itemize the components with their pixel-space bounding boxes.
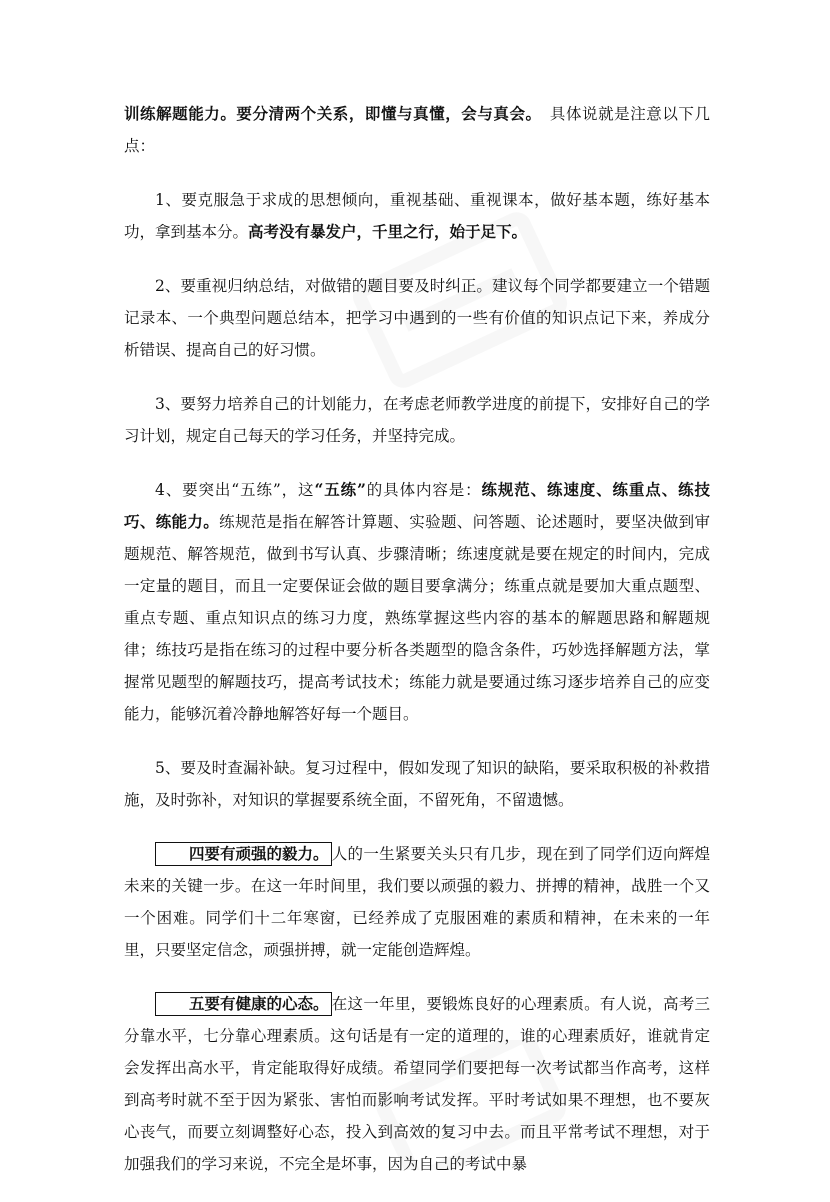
point-1: [124, 184, 710, 248]
point-3: [124, 388, 710, 452]
point-1-text: 要克服急于求成的思想倾向，重视基础、重视课本，做好基本题，练好基本功，拿到基本分。: [124, 191, 710, 241]
point-2: [124, 270, 710, 366]
document-body: [124, 98, 710, 1202]
point-2-num: 2、: [155, 277, 181, 295]
point-1-bold: 高考没有暴发户，千里之行，始于足下。: [248, 222, 528, 241]
section-4-heading: 四要有顽强的毅力。: [155, 842, 332, 866]
point-4-text-b: 的具体内容是：: [365, 481, 482, 499]
intro-paragraph: [124, 98, 710, 162]
point-3-num: 3、: [155, 395, 181, 413]
intro-bold: 训练解题能力。要分清两个关系，即懂与真懂，会与真会。: [124, 104, 534, 123]
section-5-text: 在这一年里，要锻炼良好的心理素质。有人说，高考三分靠水平，七分靠心理素质。这句话是有一定的道理的，谁的心理素质好，谁就肯定会发挥出高水平，肯定能取得好成绩。希望同学们要把每一次考试都当作高考，这样到高考时就不至于因为紧张、害怕而影响考试发挥。平时考试如果不理想，也不要灰心丧气，而要立刻调整好心态，投入到高效的复习中去。而且平常考试不理想，对于加强我们的学习来说，不完全是坏事，因为自己的考试中暴: [124, 995, 710, 1173]
point-4-bold-b: 练规范、练速度、练重点、练技巧、练能力。: [124, 480, 710, 531]
section-5-paragraph: [124, 988, 710, 1180]
point-5: [124, 752, 710, 816]
point-4-text-c: 练规范是指在解答计算题、实验题、问答题、论述题时，要坚决做到审题规范、解答规范，做到书写认真、步骤清晰；练速度就是要在规定的时间内，完成一定量的题目，而且一定要保证会做的题目要拿满分；练重点就是要加大重点题型、重点专题、重点知识点的练习力度，熟练掌握这些内容的基本的解题思路和解题规律；练技巧是指在练习的过程中要分析各类题型的隐含条件，巧妙选择解题方法，掌握常见题型的解题技巧，提高考试技术；练能力就是要通过练习逐步培养自己的应变能力，能够沉着冷静地解答好每一个题目。: [124, 513, 710, 723]
section-4-text: 人的一生紧要关头只有几步，现在到了同学们迈向辉煌未来的关键一步。在这一年时间里，我们要以顽强的毅力、拼搏的精神，战胜一个又一个困难。同学们十二年寒窗，已经养成了克服困难的素质和精神，在未来的一年里，只要坚定信念，顽强拼搏，就一定能创造辉煌。: [124, 845, 710, 959]
point-5-num: 5、: [155, 759, 181, 777]
point-4-bold-a: “五练”: [314, 480, 366, 499]
point-5-text: 要及时查漏补缺。复习过程中，假如发现了知识的缺陷，要采取积极的补救措施，及时弥补，对知识的掌握要系统全面，不留死角，不留遗憾。: [124, 759, 710, 809]
point-4: [124, 474, 710, 730]
point-4-text-a: 要突出“五练”，这: [182, 481, 315, 499]
point-1-num: 1、: [155, 191, 182, 209]
section-5-heading: 五要有健康的心态。: [155, 992, 332, 1016]
section-4-paragraph: [124, 838, 710, 966]
point-3-text: 要努力培养自己的计划能力，在考虑老师教学进度的前提下，安排好自己的学习计划，规定自己每天的学习任务，并坚持完成。: [124, 395, 710, 445]
point-2-text: 要重视归纳总结，对做错的题目要及时纠正。建议每个同学都要建立一个错题记录本、一个典型问题总结本，把学习中遇到的一些有价值的知识点记下来，养成分析错误、提高自己的好习惯。: [124, 277, 710, 359]
point-4-num: 4、: [155, 481, 183, 499]
intro-rest: 具体说就是注意以下几点：: [124, 105, 710, 155]
